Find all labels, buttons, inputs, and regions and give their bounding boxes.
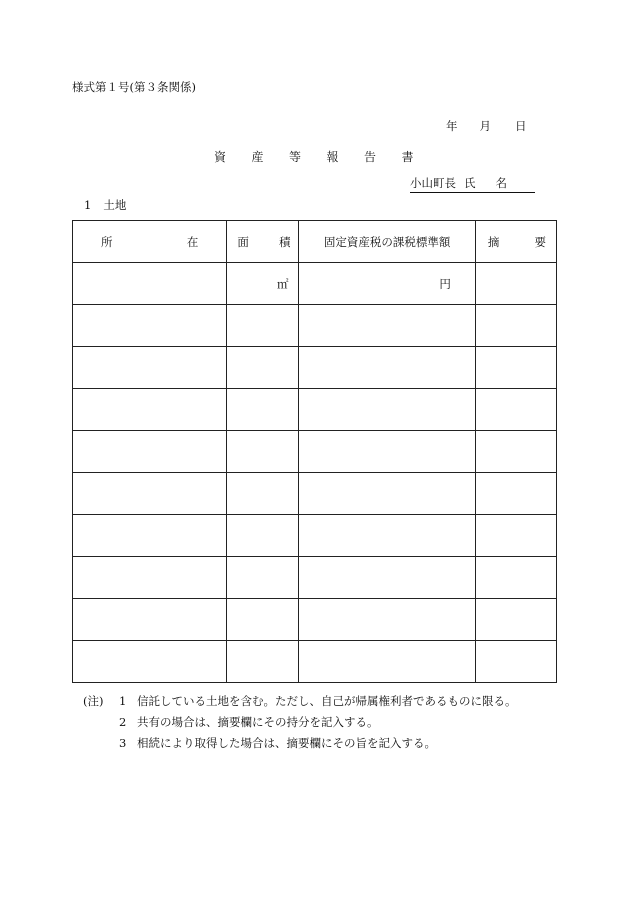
header-remarks-b: 要: [534, 234, 546, 249]
note-item: [83, 691, 517, 712]
area-cell[interactable]: [227, 305, 299, 347]
tax-value-cell[interactable]: [299, 347, 475, 389]
addressee: [410, 175, 535, 193]
area-cell[interactable]: [227, 599, 299, 641]
document-title: 資産等報告書: [214, 150, 440, 164]
tax-value-cell[interactable]: [299, 473, 475, 515]
area-cell[interactable]: [227, 557, 299, 599]
table-header-row: [73, 221, 557, 263]
tax-value-cell[interactable]: [299, 389, 475, 431]
note-item: [83, 733, 517, 754]
remarks-cell[interactable]: [475, 305, 556, 347]
section-label: 土地: [103, 198, 127, 212]
table-row: [73, 389, 557, 431]
remarks-cell[interactable]: [475, 515, 556, 557]
location-cell[interactable]: [73, 305, 227, 347]
location-cell[interactable]: [73, 515, 227, 557]
table-row: [73, 347, 557, 389]
note-text: 相続により取得した場合は、摘要欄にその旨を記入する。: [137, 736, 436, 750]
land-table: [72, 220, 557, 683]
area-cell[interactable]: [227, 431, 299, 473]
header-location-a: 所: [101, 234, 113, 249]
area-unit: ㎡: [276, 276, 289, 291]
header-tax-value: 固定資産税の課税標準額: [299, 221, 475, 263]
area-cell[interactable]: [227, 263, 299, 305]
table-row: [73, 557, 557, 599]
section-heading: [84, 197, 126, 213]
date-day-label: 日: [515, 119, 527, 133]
remarks-cell[interactable]: [475, 557, 556, 599]
tax-value-cell[interactable]: [299, 305, 475, 347]
addressee-town-mayor: 小山町長: [410, 176, 456, 190]
location-cell[interactable]: [73, 431, 227, 473]
note-text: 共有の場合は、摘要欄にその持分を記入する。: [137, 715, 379, 729]
notes: [83, 691, 517, 754]
header-location: [73, 221, 227, 263]
location-cell[interactable]: [73, 473, 227, 515]
location-cell[interactable]: [73, 599, 227, 641]
table-row: [73, 515, 557, 557]
location-cell[interactable]: [73, 347, 227, 389]
location-cell[interactable]: [73, 557, 227, 599]
header-location-b: 在: [186, 234, 199, 249]
table-row: [73, 473, 557, 515]
location-cell[interactable]: [73, 263, 227, 305]
location-cell[interactable]: [73, 389, 227, 431]
note-text: 信託している土地を含む。ただし、自己が帰属権利者であるものに限る。: [137, 694, 517, 708]
remarks-cell[interactable]: [475, 431, 556, 473]
header-area-a: 面: [237, 234, 249, 249]
area-cell[interactable]: [227, 473, 299, 515]
remarks-cell[interactable]: [475, 389, 556, 431]
table-row: [73, 599, 557, 641]
table-row: [73, 431, 557, 473]
date-line: [446, 118, 527, 134]
remarks-cell[interactable]: [475, 599, 556, 641]
section-number: 1: [84, 198, 92, 212]
tax-value-cell[interactable]: [299, 599, 475, 641]
area-cell[interactable]: [227, 347, 299, 389]
table-row: [73, 305, 557, 347]
tax-value-cell[interactable]: [299, 557, 475, 599]
note-number: 1: [119, 694, 127, 708]
header-area-b: 積: [278, 234, 291, 249]
tax-value-cell[interactable]: [299, 515, 475, 557]
location-cell[interactable]: [73, 641, 227, 683]
note-item: [83, 712, 517, 733]
remarks-cell[interactable]: [475, 263, 556, 305]
area-cell[interactable]: [227, 389, 299, 431]
remarks-cell[interactable]: [475, 347, 556, 389]
remarks-cell[interactable]: [475, 641, 556, 683]
tax-value-cell[interactable]: [299, 431, 475, 473]
area-cell[interactable]: [227, 641, 299, 683]
note-number: 2: [119, 715, 127, 729]
addressee-name-1: 氏: [464, 176, 476, 190]
header-area: [227, 221, 299, 263]
area-cell[interactable]: [227, 515, 299, 557]
addressee-name-2: 名: [495, 176, 507, 190]
form-number: 様式第１号(第３条関係): [72, 80, 196, 94]
notes-prefix: (注): [83, 694, 104, 708]
date-month-label: 月: [479, 119, 491, 133]
remarks-cell[interactable]: [475, 473, 556, 515]
table-row: [73, 263, 557, 305]
header-remarks: [475, 221, 556, 263]
table-row: [73, 641, 557, 683]
tax-value-cell[interactable]: [299, 641, 475, 683]
tax-value-cell[interactable]: [299, 263, 475, 305]
note-number: 3: [119, 736, 127, 750]
tax-value-unit: 円: [439, 276, 451, 291]
date-year-label: 年: [446, 119, 458, 133]
header-remarks-a: 摘: [487, 234, 500, 249]
